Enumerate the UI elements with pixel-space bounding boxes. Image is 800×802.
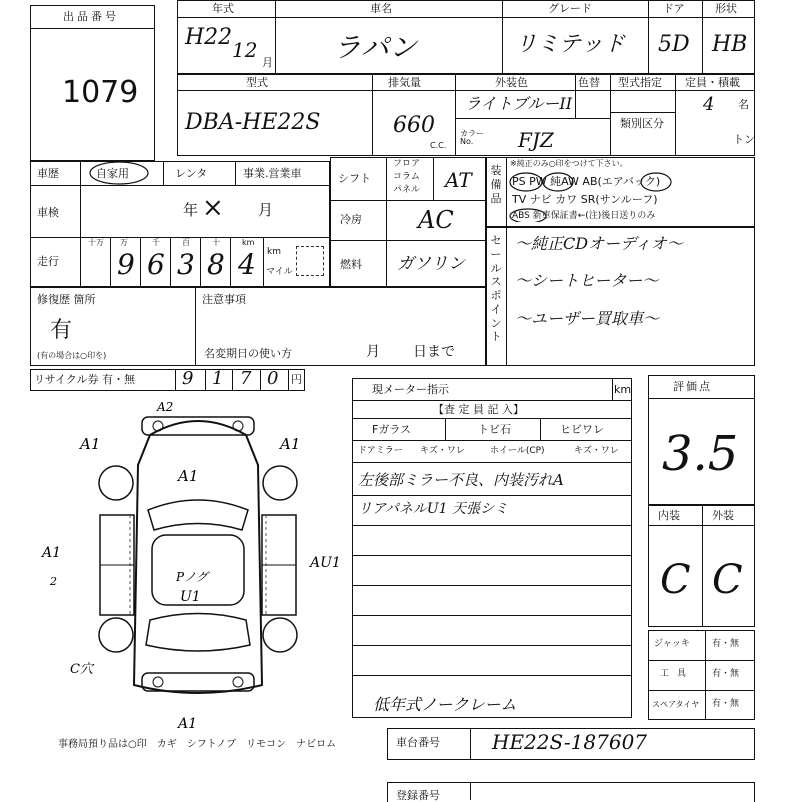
mileage-digit-5: 4	[238, 248, 256, 281]
mirror-damage-label: キズ・ワレ	[420, 446, 465, 456]
exterior-color-label: 外装色	[495, 76, 528, 89]
capacity-persons-value: 4	[703, 94, 715, 115]
equipment-line-1: PS PW 純AW AB(エアバック)	[512, 175, 661, 188]
equipment-note: ※純正のみ○印をつけて下さい。	[510, 159, 628, 168]
recycle-unit: 円	[291, 373, 302, 386]
car-name-label: 車名	[370, 2, 392, 15]
equipment-label: 装備品	[490, 164, 502, 205]
mileage-unit-mile: マイル	[266, 267, 293, 277]
mileage-digit-4: 8	[207, 248, 225, 281]
inspector-label: 【査 定 員 記 入】	[433, 403, 524, 416]
exterior-color-value: ライトブルーII	[465, 94, 573, 113]
jack-value: 有・無	[712, 639, 740, 649]
recycle-digit-3: 7	[240, 368, 252, 389]
notes-label: 注意事項	[202, 293, 246, 306]
door-mirror-label: ドアミラー	[358, 446, 403, 456]
equipment-line-2: TV ナビ カワ SR(サンルーフ)	[512, 193, 658, 206]
tool-label: 工具	[660, 669, 695, 679]
mileage-check-box	[296, 246, 324, 276]
diagram-mark-front-right: A1	[280, 435, 301, 453]
diagram-mark-right: AU1	[310, 555, 341, 571]
history-option-rental: レンタ	[175, 167, 208, 180]
history-option-private: 自家用	[96, 167, 129, 180]
meter-label: 現メーター指示	[372, 383, 449, 396]
wheel-damage-label: キズ・ワレ	[574, 446, 619, 456]
sales-points-label: セールスポイント	[490, 234, 502, 344]
inspection-value: ×	[202, 193, 224, 223]
chassis-label: 車台番号	[396, 736, 440, 749]
recycle-digit-2: 1	[212, 368, 224, 389]
model-designation-label: 型式指定	[618, 76, 662, 89]
lot-number-value: 1079	[62, 75, 139, 110]
office-items: 事務局預り品は○印 カギ シフトノブ リモコン ナビロム	[58, 739, 337, 750]
name-change-day-unit: 日まで	[413, 344, 455, 360]
color-code-label: カラーNo.	[460, 129, 484, 146]
mileage-place-100k: 十万	[88, 238, 104, 247]
registration-label: 登録番号	[396, 789, 440, 802]
mileage-unit-km: km	[267, 247, 281, 257]
tool-value: 有・無	[712, 669, 740, 679]
classification-label: 類別区分	[620, 117, 664, 130]
inspector-comment-3: 低年式ノークレーム	[373, 695, 517, 714]
car-diagram	[30, 395, 360, 735]
shift-value: AT	[445, 168, 472, 192]
body-type-label: 形状	[715, 2, 737, 15]
mileage-digit-1: 9	[117, 248, 135, 281]
chassis-value: HE22S-187607	[492, 730, 648, 754]
history-option-business: 事業.営業車	[243, 167, 302, 180]
year-month-value: 12	[232, 38, 258, 62]
fuel-value: ガソリン	[397, 254, 465, 274]
inspection-year-unit: 年	[183, 201, 199, 219]
diagram-mark-front-left: A1	[80, 435, 101, 453]
shift-option-panel: パネル	[393, 185, 421, 195]
year-era-value: H22	[185, 25, 233, 50]
name-change-month-unit: 月	[366, 344, 380, 360]
spare-tire-value: 有・無	[712, 699, 740, 709]
exterior-label: 外装	[712, 509, 734, 522]
diagram-mark-roof: Pノグ	[176, 570, 208, 584]
mileage-place-10: 十	[212, 238, 220, 247]
repair-history-label: 修復歴 箇所	[37, 293, 96, 306]
diagram-mark-hood: A1	[178, 467, 199, 485]
mileage-digit-3: 3	[177, 248, 195, 281]
exterior-value: C	[712, 557, 743, 603]
shift-option-floor: フロア	[393, 159, 421, 169]
mileage-digit-2: 6	[147, 248, 165, 281]
crack-label: ヒビワレ	[560, 423, 604, 436]
score-label: 評価点	[673, 380, 712, 393]
equipment-circle-icons	[506, 170, 716, 222]
mileage-place-1k: 千	[152, 238, 160, 247]
model-value: DBA-HE22S	[185, 110, 321, 135]
capacity-label: 定員・積載	[685, 76, 740, 89]
diagram-mark-bottom: A1	[178, 716, 198, 732]
inspection-label: 車検	[37, 206, 59, 219]
recycle-digit-1: 9	[182, 368, 194, 389]
inspector-comment-2: リアパネルU1 天張シミ	[358, 501, 509, 517]
color-code-value: FJZ	[518, 128, 554, 152]
diagram-mark-left: A1	[42, 545, 62, 561]
ac-value: AC	[418, 206, 454, 234]
name-change-label: 名変期日の使い方	[204, 347, 292, 360]
repair-history-note: (有の場合は○印を)	[37, 351, 107, 360]
wheel-label: ホイール(CP)	[490, 446, 545, 456]
fuel-label: 燃料	[340, 258, 362, 271]
year-label: 年式	[212, 2, 234, 15]
score-value: 3.5	[662, 426, 739, 482]
mileage-place-100: 百	[182, 238, 190, 247]
recycle-digit-4: 0	[267, 368, 279, 389]
model-label: 型式	[246, 76, 268, 89]
capacity-persons-unit: 名	[738, 98, 749, 111]
displacement-label: 排気量	[388, 76, 421, 89]
displacement-unit: C.C.	[430, 141, 447, 150]
year-month-unit: 月	[262, 56, 273, 69]
mileage-label: 走行	[37, 255, 59, 268]
grade-value: リミテッド	[515, 32, 626, 57]
diagram-mark-roof-2: U1	[180, 589, 201, 605]
shift-option-column: コラム	[393, 172, 420, 182]
diagram-mark-rear-left: C穴	[70, 662, 93, 677]
car-name-value: ラパン	[333, 31, 418, 64]
diagram-mark-top: A2	[157, 400, 174, 414]
shift-label: シフト	[338, 172, 371, 185]
door-label: ドア	[663, 2, 685, 15]
meter-unit: km	[614, 383, 632, 396]
interior-value: C	[660, 557, 691, 603]
stone-chip-label: トビ石	[478, 423, 511, 436]
glass-label: Fガラス	[372, 423, 411, 436]
displacement-value: 660	[393, 113, 435, 138]
sales-point-3: 〜ユーザー買取車〜	[515, 309, 660, 328]
spare-tire-label: スペアタイヤ	[652, 700, 700, 709]
sales-point-2: 〜シートヒーター〜	[515, 271, 659, 290]
history-circle-icon	[88, 160, 150, 186]
repair-history-value: 有	[50, 318, 73, 343]
recycle-label: リサイクル券 有・無	[34, 373, 135, 386]
body-type-value: HB	[712, 32, 748, 57]
grade-label: グレード	[548, 2, 592, 15]
door-value: 5D	[658, 32, 690, 57]
mileage-place-km: km	[242, 238, 255, 247]
capacity-tons-unit: トン	[733, 133, 755, 146]
mileage-place-10k: 万	[120, 238, 128, 247]
ac-label: 冷房	[340, 213, 362, 226]
inspector-comment-1: 左後部ミラー不良、内装汚れA	[358, 471, 564, 489]
equipment-line-3: ABS 新車保証書←(注)後日送りのみ	[512, 211, 656, 221]
sales-point-1: 〜純正CDオーディオ〜	[515, 234, 683, 253]
diagram-mark-left-2: 2	[50, 575, 57, 588]
history-label: 車歴	[37, 167, 59, 180]
inspection-month-unit: 月	[258, 201, 274, 219]
interior-label: 内装	[658, 509, 680, 522]
registration-block	[387, 782, 755, 802]
jack-label: ジャッキ	[654, 639, 690, 649]
repaint-label: 色替	[578, 76, 600, 89]
lot-number-label: 出品番号	[63, 10, 119, 23]
